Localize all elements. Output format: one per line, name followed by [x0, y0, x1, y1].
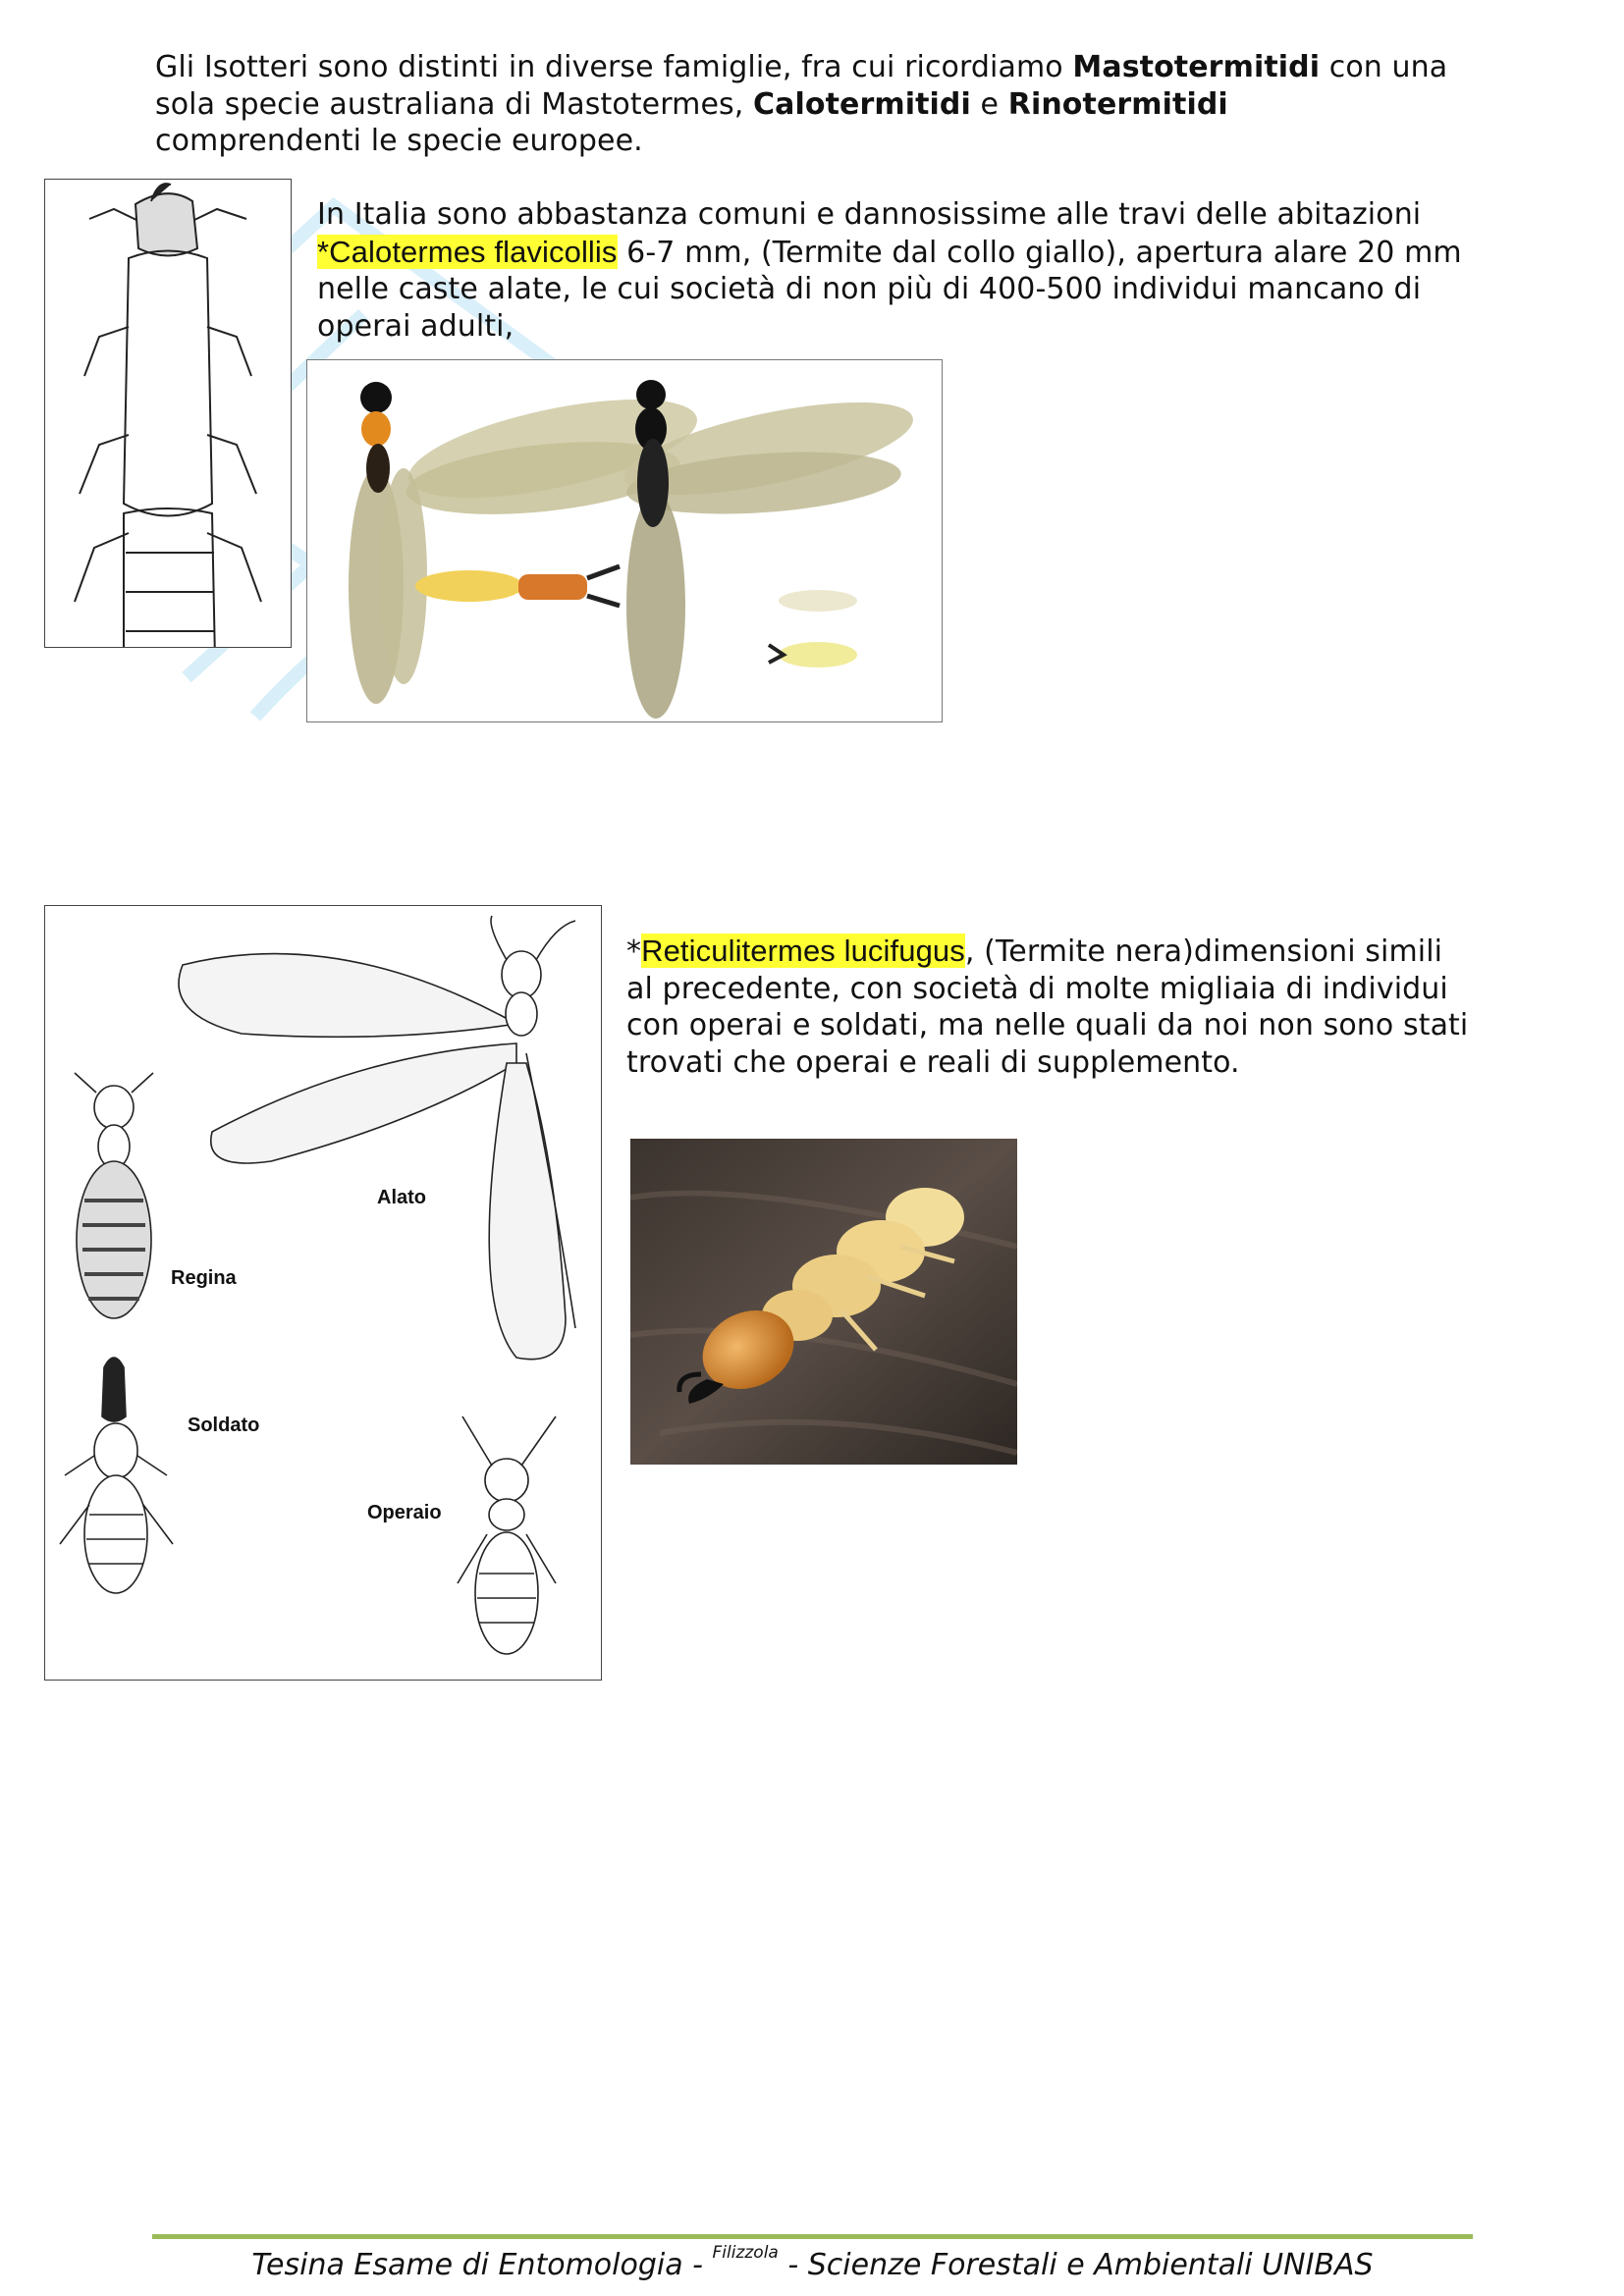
castes-drawing-figure: [44, 905, 602, 1681]
castes-illustration: [45, 906, 602, 1681]
calotermes-species-highlight: *Calotermes flavicollis: [317, 234, 618, 269]
reticulitermes-paragraph: *Reticulitermes lucifugus, (Termite nera)dimensioni simili al precedente, con società di molte migliaia di individui con operai e soldati, ma nelle quali da noi non sono stati trovati che operai e reali di supplemento.: [626, 934, 1469, 1080]
calotermes-photo: [306, 359, 943, 722]
intro-paragraph: Gli Isotteri sono distinti in diverse famiglie, fra cui ricordiamo Mastotermitidi con una sola specie australiana di Mastotermes, Calotermitidi e Rinotermitidi comprendenti le specie europee.: [155, 50, 1448, 158]
label-regina: Regina: [171, 1267, 237, 1289]
reticulitermes-photo: [630, 1139, 1017, 1465]
reticulitermes-species-highlight: Reticulitermes lucifugus: [641, 934, 965, 968]
calotermes-paragraph: In Italia sono abbastanza comuni e dannosissime alle travi delle abitazioni *Calotermes flavicollis 6-7 mm, (Termite dal collo giallo), apertura alare 20 mm nelle caste alate, le cui società di non più di 400-500 individui mancano di operai adulti,: [317, 197, 1462, 344]
termite-soldier-photo: [630, 1139, 1017, 1465]
label-alato: Alato: [377, 1187, 426, 1208]
termite-soldier-drawing: [45, 180, 292, 648]
footer-rule: [152, 2234, 1473, 2239]
termite-drawing-figure: [44, 179, 292, 648]
label-operaio: Operaio: [367, 1502, 442, 1523]
calotermes-castes-illustration: [307, 360, 943, 722]
footer-author: Filizzola: [712, 2243, 779, 2263]
page-footer: Tesina Esame di Entomologia - $^{Filizzola}$ - Scienze Forestali e Ambientali UNIBAS: [251, 2243, 1374, 2282]
label-soldato: Soldato: [188, 1415, 260, 1436]
